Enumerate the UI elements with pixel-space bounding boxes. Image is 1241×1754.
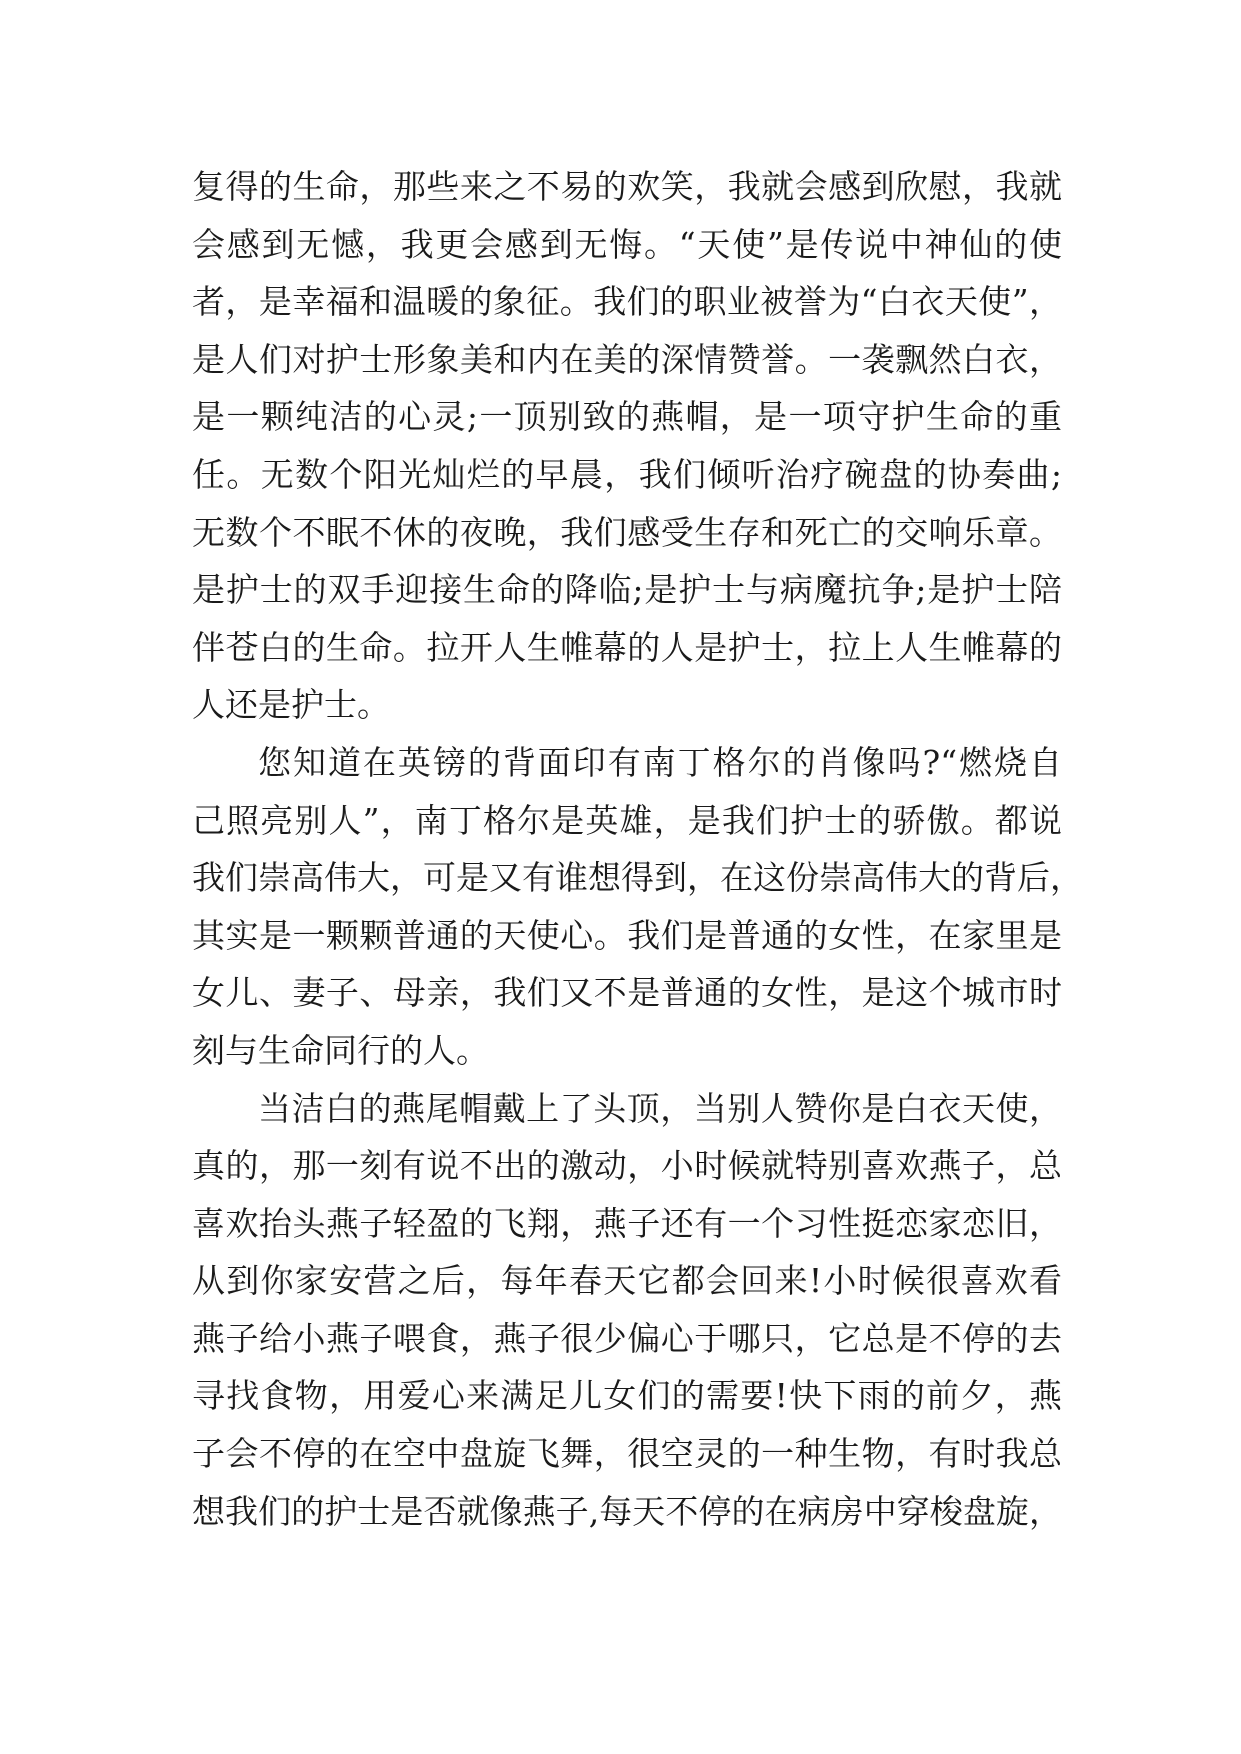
- text-line: 是一颗纯洁的心灵;一顶别致的燕帽，是一项守护生命的重: [192, 397, 1062, 437]
- text-line: 当洁白的燕尾帽戴上了头顶，当别人赞你是白衣天使，: [258, 1088, 1062, 1128]
- text-line: 是人们对护士形象美和内在美的深情赞誉。一袭飘然白衣，: [192, 339, 1062, 379]
- text-line: 女儿、妻子、母亲，我们又不是普通的女性，是这个城市时: [192, 973, 1062, 1013]
- text-line: 己照亮别人”，南丁格尔是英雄，是我们护士的骄傲。都说: [192, 800, 1062, 840]
- text-line: 从到你家安营之后，每年春天它都会回来!小时候很喜欢看: [192, 1261, 1062, 1301]
- text-line: 任。无数个阳光灿烂的早晨，我们倾听治疗碗盘的协奏曲;: [192, 454, 1062, 494]
- text-line: 想我们的护士是否就像燕子,每天不停的在病房中穿梭盘旋，: [192, 1491, 1062, 1531]
- text-line: 伴苍白的生命。拉开人生帷幕的人是护士，拉上人生帷幕的: [192, 627, 1062, 667]
- text-line: 是护士的双手迎接生命的降临;是护士与病魔抗争;是护士陪: [192, 570, 1062, 610]
- text-line: 复得的生命，那些来之不易的欢笑，我就会感到欣慰，我就: [192, 167, 1062, 206]
- text-line: 我们崇高伟大，可是又有谁想得到，在这份崇高伟大的背后，: [192, 858, 1083, 898]
- text-line: 者，是幸福和温暖的象征。我们的职业被誉为“白衣天使”，: [192, 282, 1062, 322]
- text-line: 其实是一颗颗普通的天使心。我们是普通的女性，在家里是: [192, 915, 1062, 955]
- text-line: 子会不停的在空中盘旋飞舞，很空灵的一种生物，有时我总: [192, 1434, 1062, 1474]
- text-line: 人还是护士。: [192, 685, 390, 725]
- text-line: 会感到无憾，我更会感到无悔。“天使”是传说中神仙的使: [192, 224, 1062, 264]
- text-line: 刻与生命同行的人。: [192, 1030, 489, 1070]
- text-line: 喜欢抬头燕子轻盈的飞翔，燕子还有一个习性挺恋家恋旧，: [192, 1203, 1062, 1243]
- text-line: 寻找食物，用爱心来满足儿女们的需要!快下雨的前夕，燕: [192, 1376, 1062, 1416]
- text-line: 燕子给小燕子喂食，燕子很少偏心于哪只，它总是不停的去: [192, 1318, 1062, 1358]
- text-line: 您知道在英镑的背面印有南丁格尔的肖像吗?“燃烧自: [258, 742, 1062, 782]
- text-line: 真的，那一刻有说不出的激动，小时候就特别喜欢燕子，总: [192, 1146, 1062, 1186]
- body-text: [192, 158, 1083, 1540]
- text-line: 无数个不眠不休的夜晚，我们感受生存和死亡的交响乐章。: [192, 512, 1062, 552]
